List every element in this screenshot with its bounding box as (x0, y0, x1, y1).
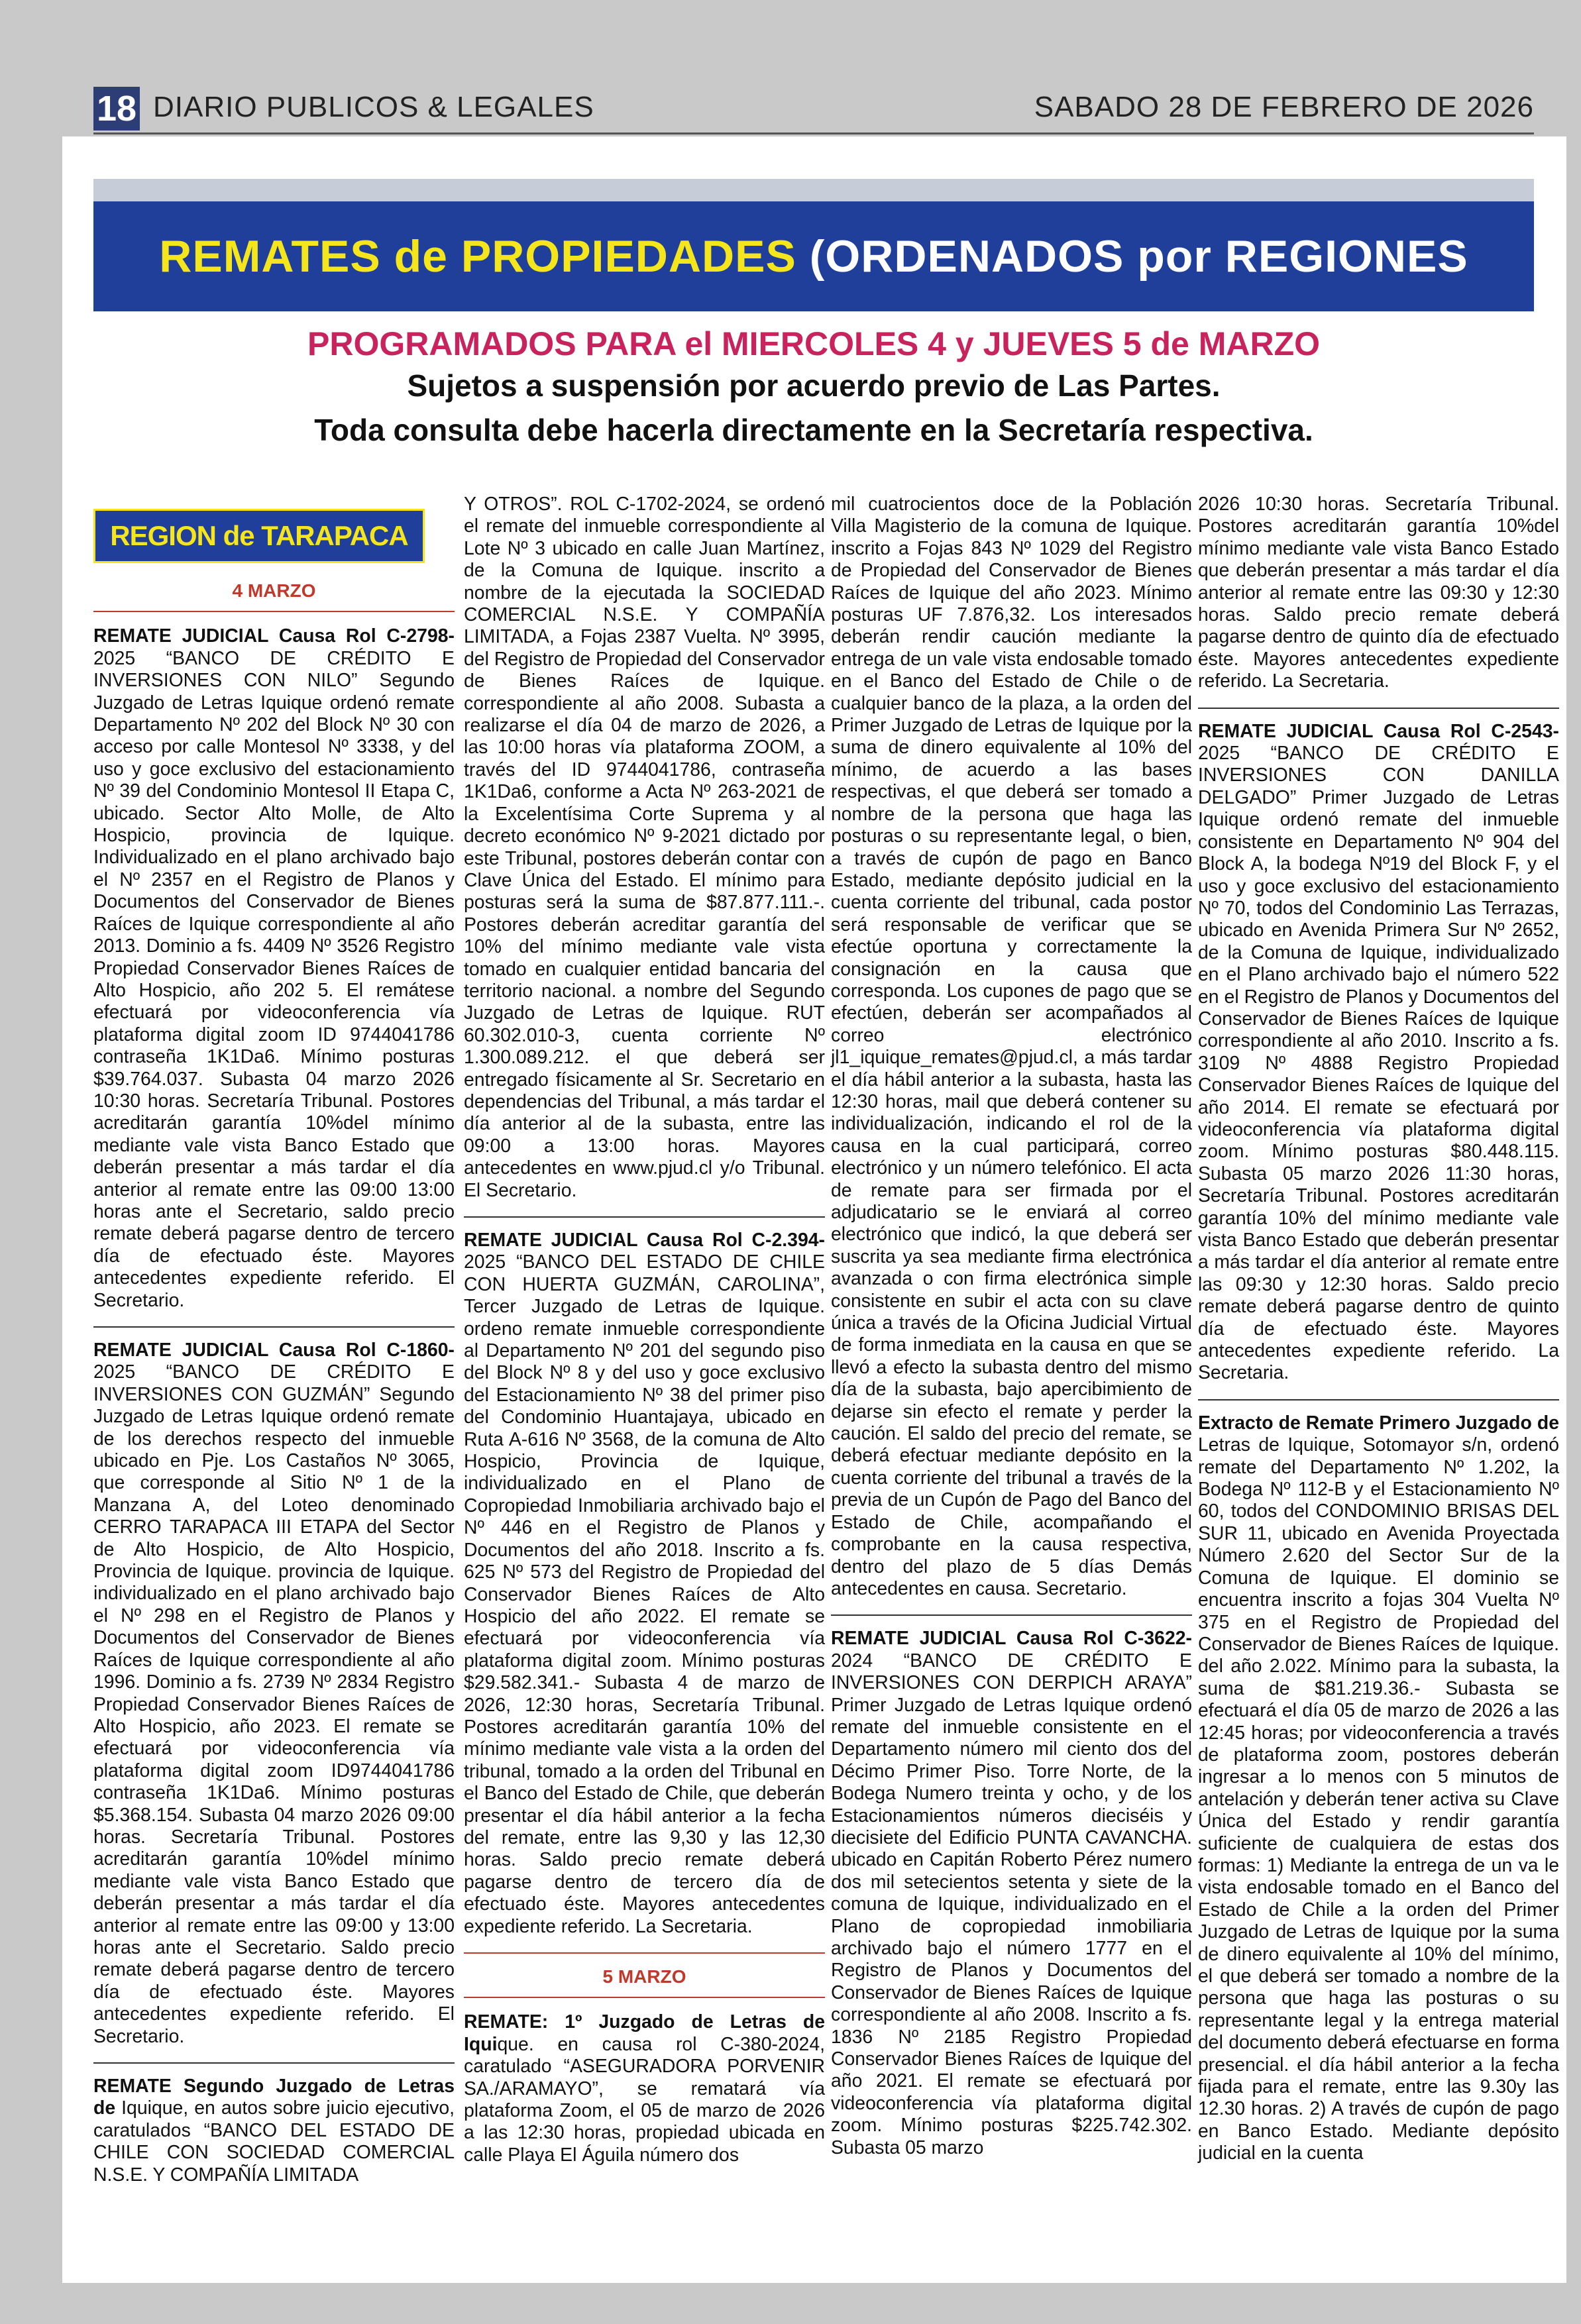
notice-heading: REMATE JUDICIAL Causa Rol C-2.394- (464, 1230, 825, 1251)
region-heading: REGION de TARAPACA (93, 509, 425, 563)
notice-continuation: 2026 10:30 horas. Secretaría Tribunal. Postores acreditarán garantía 10%del mínimo mediante vale vista Banco Estado que deberán presentar a más tardar el día anterior al remate entre las 09:30 y 12:30 horas. Saldo precio remate deberá pagarse dentro de quinto día de efectuado éste. Mayores antecedentes expediente referido. La Secretaria. (1198, 494, 1559, 692)
notice-body: 2025 “BANCO DE CRÉDITO E INVERSIONES CON GUZMÁN” Segundo Juzgado de Letras Iquique ordenó remate de los derechos respecto del inmueble ubicado en Pje. Los Castaños Nº 3065, que corresponde al Sitio Nº 1 de la Manzana A, del Loteo denominado CERRO TARAPACA III ETAPA del Sector de Alto Hospicio, de Alto Hospicio, Provincia de Iquique. provincia de Iquique. individualizado en el plano archivado bajo el Nº 298 en el Registro de Planos y Documentos del Conservador de Bienes Raíces de Iquique correspondiente al año 1996. Dominio a fs. 2739 Nº 2834 Registro Propiedad Conservador Bienes Raíces de Alto Hospicio, año 2023. El remate se efectuará por videoconferencia vía plataforma digital zoom ID9744041786 contraseña 1K1Da6. Mínimo posturas $5.368.154. Subasta 04 marzo 2026 09:00 horas. Secretaría Tribunal. Postores acreditarán garantía 10%del mínimo mediante vale vista Banco Estado que deberán presentar a más tardar el día anterior al remate entre las 09:00 y 13:00 horas ante el Secretario. Saldo precio remate deberá pagarse dentro de tercero día de efectuado éste. Mayores antecedentes expediente referido. El Secretario. (93, 1361, 455, 2047)
notice-heading: REMATE JUDICIAL Causa Rol C-2543- (1198, 720, 1559, 742)
section-banner (93, 179, 1534, 311)
notice-heading: REMATE JUDICIAL Causa Rol C-1860- (93, 1340, 455, 1361)
notice-heading: REMATE: 1º Juzgado de Letras de Iqui (464, 2011, 825, 2055)
issue-date: SABADO 28 DE FEBRERO DE 2026 (1034, 91, 1534, 123)
date-heading: 4 MARZO (93, 580, 455, 612)
column-1 (93, 580, 455, 2186)
divider (1198, 708, 1559, 709)
divider (1198, 1399, 1559, 1400)
notice (93, 2076, 455, 2186)
notice-body: 2024 “BANCO DE CRÉDITO E INVERSIONES CON DERPICH ARAYA” Primer Juzgado de Letras Iquique ordenó remate del inmueble consistente en el Departamento número mil ciento dos del Décimo Primer Piso. Torre Norte, de la Bodega Numero treinta y ocho, y de los Estacionamientos números dieciséis y diecisiete del Edificio PUNTA CAVANCHA. ubicado en Capitán Roberto Pérez numero dos mil setecientos setenta y siete de la comuna de Iquique, individualizado en el Plano de copropiedad inmobiliaria archivado bajo el número 1777 en el Registro de Planos y Documentos del Conservador de Bienes Raíces de Iquique correspondiente al año 2008. Inscrito a fs. 1836 Nº 2185 Registro Propiedad Conservador Bienes Raíces de Iquique del año 2021. El remate se efectuará por videoconferencia vía plataforma digital zoom. Mínimo posturas $225.742.302. Subasta 05 marzo (831, 1650, 1192, 2158)
banner-title-part2: (ORDENADOS por REGIONES (809, 231, 1468, 282)
banner-bar (93, 201, 1534, 311)
paper-name: DIARIO PUBLICOS & LEGALES (153, 91, 594, 123)
notice (464, 2011, 825, 2166)
divider (93, 1326, 455, 1328)
banner-title (93, 201, 1534, 311)
notice (93, 1340, 455, 2048)
page-number: 18 (93, 87, 140, 131)
column-2 (464, 494, 825, 2166)
notice-body: 2025 “BANCO DE CRÉDITO E INVERSIONES CON NILO” Segundo Juzgado de Letras Iquique ordenó remate Departamento Nº 202 del Block Nº 30 con acceso por calle Montesol Nº 3338, y del uso y goce exclusivo del estacionamiento Nº 39 del Condominio Montesol II Etapa C, ubicado. Sector Alto Molle, de Alto Hospicio, provincia de Iquique. Individualizado en el plano archivado bajo el Nº 2357 en el Registro de Planos y Documentos del Conservador de Bienes Raíces de Iquique correspondiente al año 2013. Dominio a fs. 4409 Nº 3526 Registro Propiedad Conservador Bienes Raíces de Alto Hospicio, año 202 5. El remátese efectuará por videoconferencia vía plataforma digital zoom ID 9744041786 contraseña 1K1Da6. Mínimo posturas $39.764.037. Subasta 04 marzo 2026 10:30 horas. Secretaría Tribunal. Postores acreditarán garantía 10%del mínimo mediante vale vista Banco Estado que deberán presentar a más tardar el día anterior al remate entre las 09:00 13:00 horas ante el Secretario, saldo precio remate deberá pagarse dentro de tercero día de efectuado éste. Mayores antecedentes expediente referido. El Secretario. (93, 647, 455, 1311)
notice-heading: REMATE Segundo Juzgado de Letras de (93, 2076, 455, 2119)
notice-heading: Extracto de Remate Primero Juzgado de (1198, 1412, 1559, 1434)
date-heading: 5 MARZO (464, 1966, 825, 1998)
notice-body: Letras de Iquique, Sotomayor s/n, ordenó remate del Departamento Nº 1.202, la Bodega Nº 112-B y el Estacionamiento Nº 60, todos del CONDOMINIO BRISAS DEL SUR 11, ubicado en Avenida Proyectada Número 2.620 del Sector Sur de la Comuna de Iquique. El dominio se encuentra inscrito a fojas 304 Vuelta Nº 375 en el Registro de Propiedad del Conservador de Bienes Raíces de Iquique. del año 2.022. Mínimo para la subasta, la suma de $81.219.36.- Subasta se efectuará el día 05 de marzo de 2026 a las 12:45 horas; por videoconferencia a través de plataforma zoom, postores deberán ingresar a lo menos con 5 minutos de antelación y deberán tener activa su Clave Única del Estado y rendir garantía suficiente de cualquiera de estas dos formas: 1) Mediante la entrega de un va le vista endosable tomado en el Banco del Estado de Chile a la orden del Primer Juzgado de Letras de Iquique por la suma de dinero equivalente al 10% del mínimo, el que deberá ser tomado a nombre de la persona que haga las posturas o su representante legal y la entrega material del documento deberá efectuarse en forma presencial. el día hábil anterior a la fecha fijada para el remate, entre las 9.30y las 12.30 horas. 2) A través de cupón de pago en Banco Estado. Mediante depósito judicial en la cuenta (1198, 1434, 1559, 2164)
column-3 (831, 494, 1192, 2159)
column-4 (1198, 494, 1559, 2165)
schedule-subtitle: PROGRAMADOS PARA el MIERCOLES 4 y JUEVES 5 de MARZO (307, 325, 1321, 362)
page-header (93, 83, 1534, 134)
notice-body: Iquique, en autos sobre juicio ejecutivo, caratulados “BANCO DEL ESTADO DE CHILE CON SOCIEDAD COMERCIAL N.S.E. Y COMPAÑÍA LIMITADA (93, 2097, 455, 2186)
notice-body: 2025 “BANCO DEL ESTADO DE CHILE CON HUERTA GUZMÁN, CAROLINA”, Tercer Juzgado de Letras de Iquique. ordeno remate inmueble correspondiente al Departamento Nº 201 del segundo piso del Block Nº 8 y del uso y goce exclusivo del Estacionamiento Nº 38 del primer piso del Condominio Huantajaya, ubicado en Ruta A-616 Nº 3568, de la comuna de Alto Hospicio, Provincia de Iquique, individualizado en el Plano de Copropiedad Inmobiliaria archivado bajo el Nº 446 en el Registro de Planos y Documentos del año 2018. Inscrito a fs. 625 Nº 573 del Registro de Propiedad del Conservador Bienes Raíces de Alto Hospicio del año 2022. El remate se efectuará por videoconferencia vía plataforma digital zoom. Mínimo posturas $29.582.341.- Subasta 4 de marzo de 2026, 12:30 horas, Secretaría Tribunal. Postores acreditarán garantía 10% del mínimo mediante vale vista a la orden del tribunal, tomado a la orden del Tribunal en el Banco del Estado de Chile, que deberán presentar el día hábil anterior a la fecha del remate, entre las 9,30 y las 12,30 horas. Saldo precio remate deberá pagarse dentro de tercero día de efectuado éste. Mayores antecedentes expediente referido. La Secretaria. (464, 1251, 825, 1937)
notice-continuation: mil cuatrocientos doce de la Población Villa Magisterio de la comuna de Iquique. inscrito a Fojas 843 Nº 1029 del Registro de Propiedad del Conservador de Bienes Raíces de Iquique del año 2023. Mínimo posturas UF 7.876,32. Los interesados deberán rendir caución mediante la entrega de un vale vista endosable tomado en el Banco del Estado de Chile o de cualquier banco de la plaza, a la orden del Primer Juzgado de Letras de Iquique por la suma de dinero equivalente al 10% del mínimo, de acuerdo a las bases respectivas, el que deberá ser tomado a nombre de la persona que haga las posturas o su representante legal, o bien, a través de cupón de pago en Banco Estado, mediante depósito judicial en la cuenta corriente del tribunal, cada postor será responsable de verificar que se efectúe oportuna y correctamente la consignación en la causa que corresponda. Los cupones de pago que se efectúen, deberán ser acompañados al correo electrónico jl1_iquique_remates@pjud.cl, a más tardar el día hábil anterior a la subasta, hasta las 12:30 horas, mail que deberá contener su individualización, indicando el rol de la causa en la cual participará, correo electrónico y un número telefónico. El acta de remate para ser firmada por el adjudicatario se le enviará al correo electrónico que indicó, la que deberá ser suscrita ya sea mediante firma electrónica avanzada o con firma electrónica simple consistente en subir el acta con su clave única a través de la Oficina Judicial Virtual de forma inmediata en la causa en que se llevó a efecto la subasta dentro del mismo día de la subasta, bajo apercibimiento de dejarse sin efecto el remate y perder la caución. El saldo del precio del remate, se deberá efectuar mediante depósito en la cuenta corriente del tribunal a través de la previa de un Cupón de Pago del Banco del Estado de Chile, acompañando el comprobante en la causa respectiva, dentro del plazo de 5 días Demás antecedentes en causa. Secretario. (831, 494, 1192, 1599)
notice-body: que. en causa rol C-380-2024, caratulado “ASEGURADORA PORVENIR SA./ARAMAYO”, se rematará vía plataforma Zoom, el 05 de marzo de 2026 a las 12:30 horas, propiedad ubicada en calle Playa El Águila número dos (464, 2033, 825, 2166)
suspension-note: Sujetos a suspensión por acuerdo previo de Las Partes. (407, 368, 1221, 403)
notice-continuation: Y OTROS”. ROL C-1702-2024, se ordenó el remate del inmueble correspondiente al Lote Nº 3 ubicado en calle Juan Martínez, de la Comuna de Iquique. inscrito a nombre de la ejecutada la SOCIEDAD COMERCIAL N.S.E. Y COMPAÑÍA LIMITADA, a Fojas 2387 Vuelta. Nº 3995, del Registro de Propiedad del Conservador de Bienes Raíces de Iquique. correspondiente al año 2008. Subasta a realizarse el día 04 de marzo de 2026, a las 10:00 horas vía plataforma ZOOM, a través del ID 9744041786, contraseña 1K1Da6, conforme a Acta Nº 263-2021 de la Excelentísima Corte Suprema y al decreto económico Nº 9-2021 dictado por este Tribunal, postores deberán contar con Clave Única del Estado. El mínimo para posturas será la suma de $87.877.111.-. Postores deberán acreditar garantía del 10% del mínimo mediante vale vista tomado en cualquier entidad bancaria del territorio nacional. a nombre del Segundo Juzgado de Letras de Iquique. RUT 60.302.010-3, cuenta corriente Nº 1.300.089.212. el que deberá ser entregado físicamente al Sr. Secretario en dependencias del Tribunal, a más tardar el día anterior al de la subasta, entre las 09:00 a 13:00 horas. Mayores antecedentes en www.pjud.cl y/o Tribunal. El Secretario. (464, 494, 825, 1201)
notice (1198, 1412, 1559, 2165)
divider (93, 2062, 455, 2064)
notice (464, 1230, 825, 1938)
divider (464, 1952, 825, 1954)
notice-body: 2025 “BANCO DE CRÉDITO E INVERSIONES CON DANILLA DELGADO” Primer Juzgado de Letras Iquique ordenó remate del inmueble consistente en Departamento Nº 904 del Block A, la bodega Nº19 del Block F, y el uso y goce exclusivo del estacionamiento Nº 70, todos del Condominio Las Terrazas, ubicado en Avenida Primera Sur Nº 2652, de la Comuna de Iquique, individualizado en el Plano archivado bajo el número 522 en el Registro de Planos y Documentos del Conservador de Bienes Raíces de Iquique correspondiente al año 2010. Inscrito a fs. 3109 Nº 4888 Registro Propiedad Conservador Bienes Raíces de Iquique del año 2014. El remate se efectuará por videoconferencia vía plataforma digital zoom. Mínimo posturas $80.448.115. Subasta 05 marzo 2026 11:30 horas, Secretaría Tribunal. Postores acreditarán garantía 10% del mínimo mediante vale vista Banco Estado que deberán presentar a más tardar el día anterior al remate entre las 09:30 y 12:30 horas. Saldo precio remate deberá pagarse dentro de quinto día de efectuado éste. Mayores antecedentes expediente referido. La Secretaria. (1198, 743, 1559, 1384)
notice-heading: REMATE JUDICIAL Causa Rol C-3622- (831, 1628, 1192, 1650)
banner-title-part1: REMATES de PROPIEDADES (159, 231, 810, 282)
divider (831, 1614, 1192, 1616)
notice-heading: REMATE JUDICIAL Causa Rol C-2798- (93, 625, 455, 647)
divider (464, 1216, 825, 1218)
notice (831, 1628, 1192, 2159)
notice (93, 625, 455, 1312)
notice (1198, 721, 1559, 1385)
consultation-note: Toda consulta debe hacerla directamente en la Secretaría respectiva. (314, 413, 1313, 447)
